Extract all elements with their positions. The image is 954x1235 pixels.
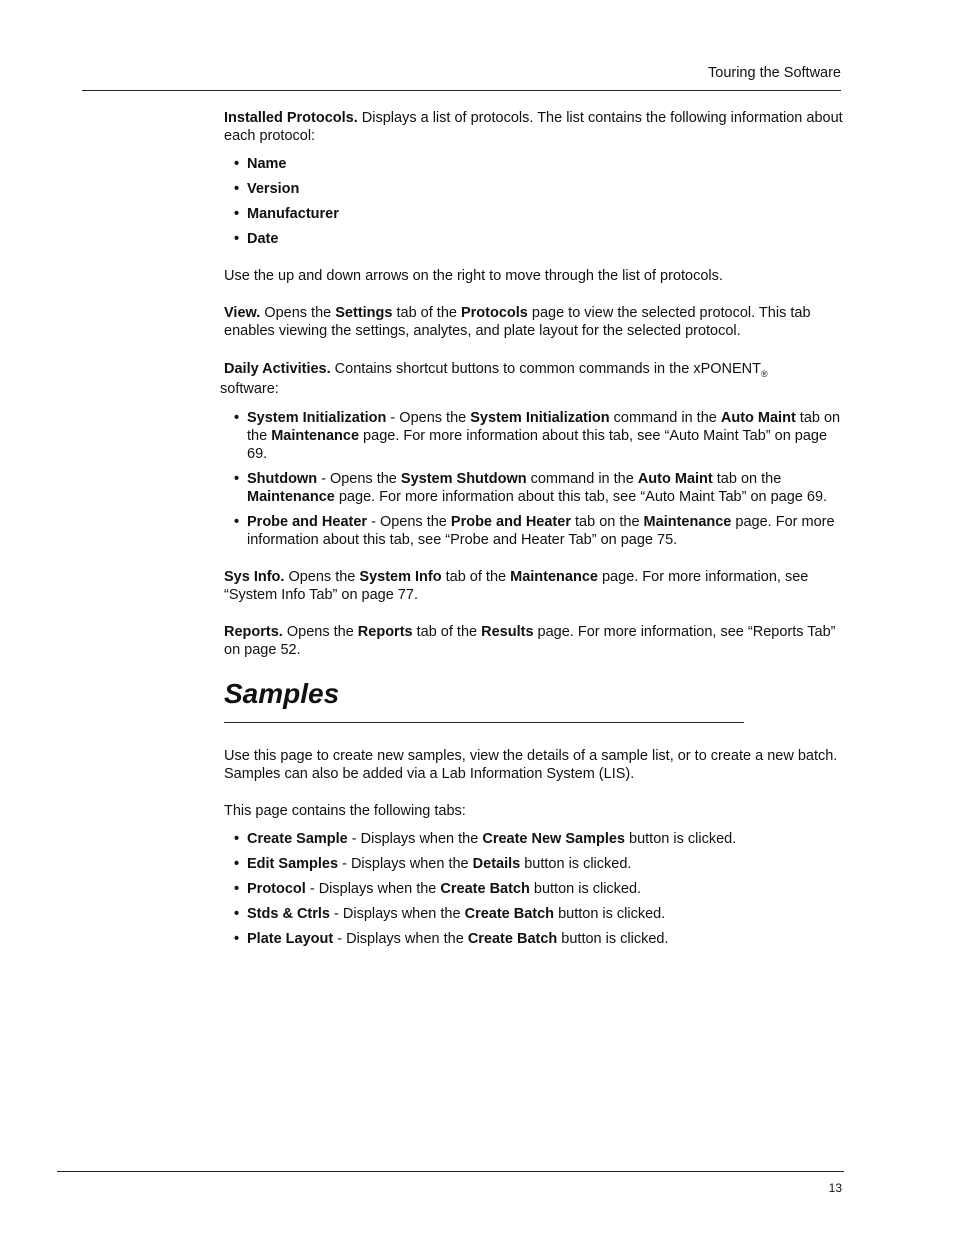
- samples-tabs-list: [224, 830, 844, 948]
- bullet-icon: •: [234, 156, 240, 172]
- list-item: • Version: [234, 181, 300, 197]
- bullet-icon: •: [234, 514, 240, 530]
- page-content: [220, 109, 844, 967]
- samples-intro-paragraph: Use this page to create new samples, view the details of a sample list, or to create a new batch. Samples can also be added via a Lab Information System (LIS).: [224, 748, 838, 782]
- list-item: • Shutdown - Opens the System Shutdown command in the Auto Maint tab on the Maintenance page. For more information about this tab, see “Auto Maint Tab” on page 69.: [234, 471, 828, 505]
- page-number: 13: [828, 1181, 842, 1195]
- list-item: • Date: [234, 231, 279, 247]
- bullet-icon: •: [234, 471, 240, 487]
- reports-paragraph: Reports. Opens the Reports tab of the Results page. For more information, see “Reports Tab” on page 52.: [224, 624, 836, 658]
- list-item: • Probe and Heater - Opens the Probe and Heater tab on the Maintenance page. For more information about this tab, see “Probe and Heater Tab” on page 75.: [234, 514, 835, 548]
- view-paragraph: View. Opens the Settings tab of the Protocols page to view the selected protocol. This tab enables viewing the settings, analytes, and plate layout for the selected protocol.: [224, 305, 811, 339]
- bullet-icon: •: [234, 831, 240, 847]
- list-item: • Edit Samples - Displays when the Details button is clicked.: [234, 856, 632, 872]
- bullet-icon: •: [234, 881, 240, 897]
- section-divider: [224, 722, 744, 723]
- bullet-icon: •: [234, 856, 240, 872]
- bullet-icon: •: [234, 206, 240, 222]
- running-header: Touring the Software: [708, 65, 841, 81]
- installed-protocols-text: Displays a list of protocols. The list contains the following information about each protocol:: [224, 110, 843, 144]
- registered-mark: ®: [761, 369, 768, 379]
- list-item: • Name: [234, 156, 287, 172]
- protocol-info-list: [224, 155, 844, 248]
- installed-protocols-term: Installed Protocols.: [224, 110, 358, 126]
- header-divider: [82, 90, 841, 91]
- footer-divider: [57, 1171, 844, 1172]
- bullet-icon: •: [234, 931, 240, 947]
- section-title-samples: Samples: [224, 678, 340, 709]
- daily-activities-paragraph: Daily Activities. Contains shortcut buttons to common commands in the xPONENT$_®$ software:: [220, 361, 768, 397]
- list-item: • Stds & Ctrls - Displays when the Create Batch button is clicked.: [234, 906, 666, 922]
- list-item: • Manufacturer: [234, 206, 339, 222]
- list-item: • Create Sample - Displays when the Create New Samples button is clicked.: [234, 831, 737, 847]
- daily-activities-list: [224, 409, 844, 549]
- samples-tabs-intro: This page contains the following tabs:: [224, 803, 466, 819]
- bullet-icon: •: [234, 231, 240, 247]
- sys-info-paragraph: Sys Info. Opens the System Info tab of the Maintenance page. For more information, see “System Info Tab” on page 77.: [224, 569, 809, 603]
- list-item: • System Initialization - Opens the System Initialization command in the Auto Maint tab on the Maintenance page. For more information about this tab, see “Auto Maint Tab” on page 69.: [234, 410, 841, 462]
- arrows-paragraph: Use the up and down arrows on the right to move through the list of protocols.: [224, 268, 723, 284]
- bullet-icon: •: [234, 410, 240, 426]
- bullet-icon: •: [234, 906, 240, 922]
- list-item: • Plate Layout - Displays when the Create Batch button is clicked.: [234, 931, 669, 947]
- bullet-icon: •: [234, 181, 240, 197]
- installed-protocols-paragraph: [224, 109, 844, 145]
- list-item: • Protocol - Displays when the Create Batch button is clicked.: [234, 881, 642, 897]
